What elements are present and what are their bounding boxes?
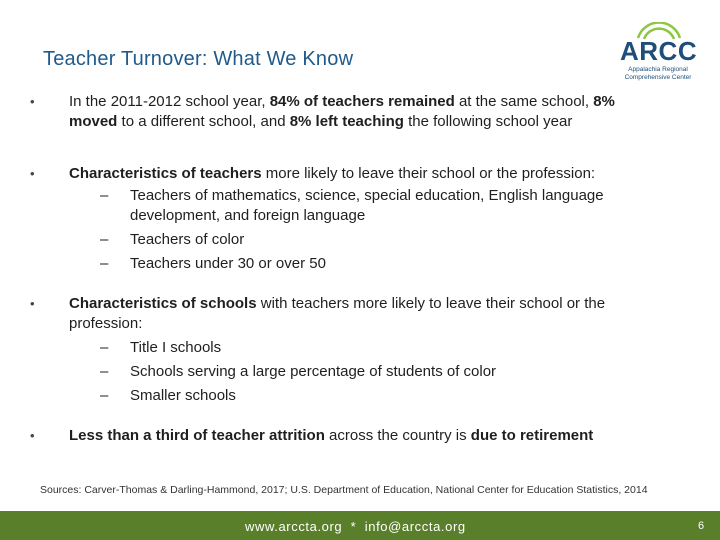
bullet-4-lead <box>69 426 669 446</box>
sub-item-text: Teachers under 30 or over 50 <box>130 255 326 272</box>
sources-note: Sources: Carver-Thomas & Darling-Hammond, 2017; U.S. Department of Education, National Center for Education Statistics, 2014 <box>40 484 648 496</box>
sub-item-text: Smaller schools <box>130 387 236 404</box>
bullet-marker: • <box>30 166 35 181</box>
sub-item-text: development, and foreign language <box>130 207 366 224</box>
footer-bar <box>0 511 720 540</box>
bullet-1-line-1 <box>69 92 669 112</box>
bullet-2-lead <box>69 164 669 184</box>
bullet-marker: • <box>30 296 35 311</box>
sub-item-text: Title I schools <box>130 339 222 356</box>
sub-item-text: Teachers of color <box>130 231 245 248</box>
arcc-logo <box>612 22 704 80</box>
slide-title: Teacher Turnover: What We Know <box>43 48 354 70</box>
logo-subtitle: Appalachia Regional Comprehensive Center <box>624 66 692 81</box>
text-run: In the 2011-2012 school year, <box>69 93 270 110</box>
dash-marker: – <box>100 255 109 272</box>
bullet-3-lead-line-2: profession: <box>69 315 143 332</box>
sub-item-text: Teachers of mathematics, science, special education, English language <box>130 187 604 204</box>
text-run: with teachers more likely to leave their school or the <box>256 295 606 312</box>
emphasis-text: due to retirement <box>470 427 594 444</box>
text-run: to a different school, and <box>117 113 290 130</box>
text-run: at the same school, <box>454 93 594 110</box>
dash-marker: – <box>100 387 109 404</box>
logo-wordmark: ARCC <box>620 36 698 66</box>
emphasis-text: Characteristics of teachers <box>69 165 262 182</box>
emphasis-text: 8% <box>593 93 615 110</box>
emphasis-text: Characteristics of schools <box>69 295 257 312</box>
page-number: 6 <box>698 520 705 532</box>
bullet-marker: • <box>30 94 35 109</box>
dash-marker: – <box>100 339 109 356</box>
emphasis-text: moved <box>69 113 118 130</box>
dash-marker: – <box>100 363 109 380</box>
footer-contact: www.arccta.org * info@arccta.org <box>245 519 466 534</box>
sub-item-text: Schools serving a large percentage of students of color <box>130 363 497 380</box>
bullet-3-lead <box>69 294 669 314</box>
bullet-1-line-2 <box>69 112 669 132</box>
text-run: across the country is <box>324 427 471 444</box>
text-run: the following school year <box>403 113 573 130</box>
bullet-marker: • <box>30 428 35 443</box>
dash-marker: – <box>100 187 109 204</box>
text-run: more likely to leave their school or the profession: <box>261 165 596 182</box>
emphasis-text: 84% of teachers remained <box>269 93 455 110</box>
emphasis-text: Less than a third of teacher attrition <box>69 427 325 444</box>
dash-marker: – <box>100 231 109 248</box>
emphasis-text: 8% left teaching <box>289 113 404 130</box>
